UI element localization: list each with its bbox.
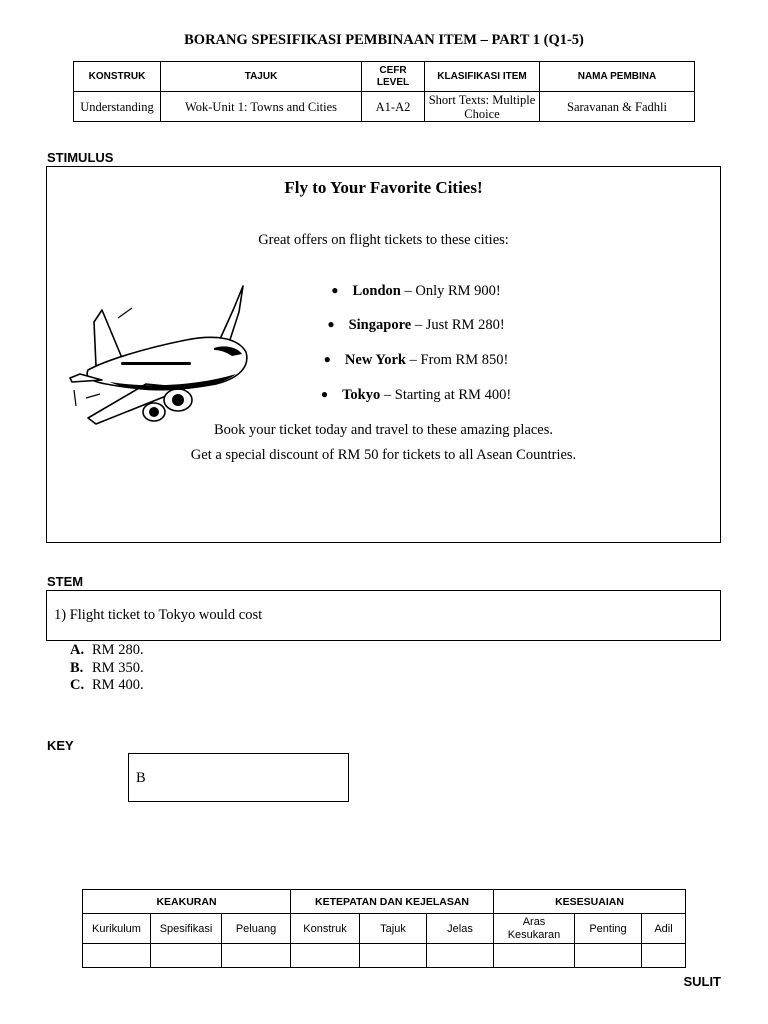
- cell-aras-kesukaran[interactable]: [494, 944, 575, 968]
- stem-label: STEM: [47, 574, 84, 589]
- stimulus-intro: Great offers on flight tickets to these cities:: [258, 232, 509, 248]
- offer-detail: – Just RM 280!: [411, 317, 505, 333]
- group-keakuran: KEAKURAN: [83, 890, 291, 914]
- group-ketepatan-dan-kejelasan: KETEPATAN DAN KEJELASAN: [291, 890, 494, 914]
- stimulus-label: STIMULUS: [47, 150, 114, 165]
- column-konstruk: Konstruk: [291, 914, 360, 944]
- list-item: ● Tokyo – Starting at RM 400!: [320, 387, 512, 403]
- column-peluang: Peluang: [222, 914, 291, 944]
- header-cefr-level: CEFR LEVEL: [362, 62, 425, 92]
- value-tajuk: Wok-Unit 1: Towns and Cities: [161, 92, 362, 122]
- offer-detail: – From RM 850!: [406, 352, 509, 368]
- column-penting: Penting: [575, 914, 642, 944]
- cell-spesifikasi[interactable]: [151, 944, 222, 968]
- offer-city: Singapore: [348, 317, 412, 333]
- cell-tajuk[interactable]: [360, 944, 427, 968]
- value-nama-pembina: Saravanan & Fadhli: [540, 92, 695, 122]
- header-konstruk: KONSTRUK: [74, 62, 161, 92]
- spec-table: [73, 61, 695, 122]
- value-konstruk: Understanding: [74, 92, 161, 122]
- column-aras-kesukaran: Aras Kesukaran: [494, 914, 575, 944]
- page-title: BORANG SPESIFIKASI PEMBINAAN ITEM – PART 1 (Q1-5): [184, 32, 584, 48]
- answer-options: [70, 642, 144, 695]
- stimulus-closing-1: Book your ticket today and travel to these amazing places.: [213, 422, 554, 438]
- offer-city: Tokyo: [342, 387, 381, 403]
- offer-city: New York: [344, 352, 406, 368]
- cell-penting[interactable]: [575, 944, 642, 968]
- stem-question: 1) Flight ticket to Tokyo would cost: [54, 607, 263, 623]
- offer-detail: – Only RM 900!: [400, 283, 501, 299]
- list-item: ● New York – From RM 850!: [323, 352, 509, 368]
- value-cefr-level: A1-A2: [362, 92, 425, 122]
- column-spesifikasi: Spesifikasi: [151, 914, 222, 944]
- option-text: RM 400.: [92, 677, 144, 693]
- value-klasifikasi-item: Short Texts: Multiple Choice: [425, 92, 540, 122]
- column-adil: Adil: [642, 914, 686, 944]
- option-letter: B.: [70, 659, 84, 676]
- cell-peluang[interactable]: [222, 944, 291, 968]
- offer-city: London: [352, 283, 401, 299]
- key-box: [128, 753, 349, 802]
- footer-sulit: SULIT: [683, 974, 721, 989]
- header-klasifikasi-item: KLASIFIKASI ITEM: [425, 62, 540, 92]
- stimulus-closing-2: Get a special discount of RM 50 for tickets to all Asean Countries.: [190, 447, 577, 463]
- cell-adil[interactable]: [642, 944, 686, 968]
- cell-konstruk[interactable]: [291, 944, 360, 968]
- header-tajuk: TAJUK: [161, 62, 362, 92]
- group-kesesuaian: KESESUAIAN: [494, 890, 686, 914]
- cell-jelas[interactable]: [427, 944, 494, 968]
- option-b[interactable]: [70, 660, 144, 678]
- cell-kurikulum[interactable]: [83, 944, 151, 968]
- stimulus-heading: Fly to Your Favorite Cities!: [284, 178, 483, 197]
- column-jelas: Jelas: [427, 914, 494, 944]
- key-answer: B: [136, 770, 146, 786]
- column-kurikulum: Kurikulum: [83, 914, 151, 944]
- option-text: RM 280.: [92, 642, 144, 658]
- offer-detail: – Starting at RM 400!: [380, 387, 512, 403]
- list-item: ● Singapore – Just RM 280!: [327, 317, 505, 333]
- list-item: ● London – Only RM 900!: [331, 283, 501, 299]
- option-a[interactable]: [70, 642, 144, 660]
- airplane-icon: [66, 278, 248, 430]
- key-label: KEY: [47, 738, 74, 753]
- option-letter: A.: [70, 642, 85, 658]
- option-text: RM 350.: [92, 659, 144, 676]
- option-letter: C.: [70, 677, 85, 693]
- column-tajuk: Tajuk: [360, 914, 427, 944]
- header-nama-pembina: NAMA PEMBINA: [540, 62, 695, 92]
- evaluation-table: [82, 889, 686, 968]
- option-c[interactable]: [70, 677, 144, 695]
